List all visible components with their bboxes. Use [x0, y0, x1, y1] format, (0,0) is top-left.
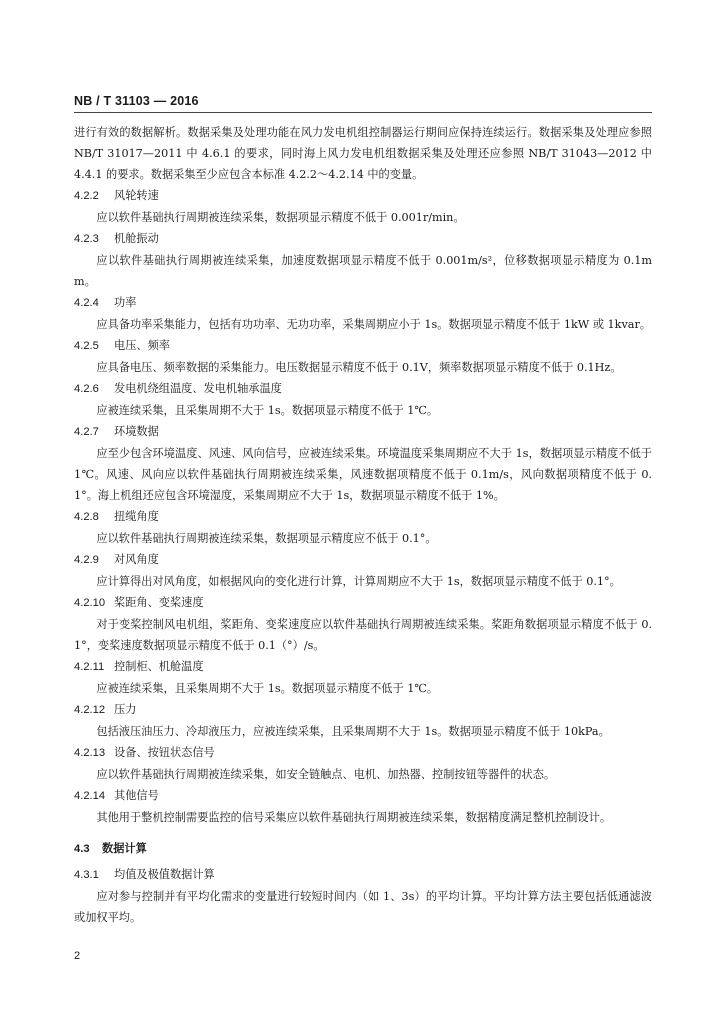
section-title: 桨距角、变桨速度	[114, 596, 204, 609]
section-paragraph: 对于变桨控制风电机组，桨距角、变桨速度应以软件基础执行周期被连续采集。桨距角数据项显示精度不低于 0.1°，变桨速度数据项显示精度不低于 0.1（°）/s。	[74, 618, 652, 652]
section-number: 4.3	[74, 843, 90, 855]
section-heading	[74, 785, 652, 807]
section-title: 功率	[114, 296, 137, 309]
section-title: 设备、按钮状态信号	[114, 746, 215, 759]
section-paragraph: 应以软件基础执行周期被连续采集，数据项显示精度应不低于 0.1°。	[96, 532, 437, 545]
section-number: 4.2.9	[74, 554, 99, 566]
section-number: 4.2.3	[74, 233, 99, 245]
header-rule	[74, 112, 652, 113]
section-paragraph: 应以软件基础执行周期被连续采集，如安全链触点、电机、加热器、控制按钮等器件的状态。	[96, 768, 556, 781]
section-heading	[74, 185, 652, 207]
section-heading	[74, 228, 652, 250]
section-title: 发电机绕组温度、发电机轴承温度	[114, 382, 282, 395]
section-paragraph: 应具备功率采集能力，包括有功功率、无功功率，采集周期应小于 1s。数据项显示精度不低于 1kW 或 1kvar。	[96, 318, 651, 331]
section-heading-4-3-1	[74, 864, 652, 886]
section-number: 4.2.8	[74, 511, 99, 523]
section-heading-4-3	[74, 838, 652, 860]
section-title: 扭缆角度	[114, 510, 159, 523]
section-heading	[74, 292, 652, 314]
section-title: 电压、频率	[114, 339, 170, 352]
section-paragraph: 应具备电压、频率数据的采集能力。电压数据显示精度不低于 0.1V，频率数据项显示精度不低于 0.1Hz。	[96, 361, 622, 374]
section-number: 4.2.11	[74, 661, 105, 673]
section-heading	[74, 421, 652, 443]
section-number: 4.3.1	[74, 869, 99, 881]
section-heading	[74, 742, 652, 764]
section-title: 数据计算	[102, 843, 147, 855]
section-number: 4.2.6	[74, 383, 99, 395]
section-paragraph: 包括液压油压力、冷却液压力，应被连续采集，且采集周期不大于 1s。数据项显示精度不低于 10kPa。	[96, 725, 610, 738]
section-paragraph: 应计算得出对风角度，如根据风向的变化进行计算，计算周期应不大于 1s，数据项显示精度不低于 0.1°。	[96, 575, 621, 588]
section-paragraph: 应被连续采集，且采集周期不大于 1s。数据项显示精度不低于 1℃。	[96, 682, 439, 695]
section-title: 均值及极值数据计算	[114, 868, 215, 881]
standard-code-header: NB / T 31103 — 2016	[74, 94, 199, 108]
section-paragraph: 其他用于整机控制需要监控的信号采集应以软件基础执行周期被连续采集，数据精度满足整机控制设计。	[96, 811, 612, 824]
section-heading	[74, 699, 652, 721]
section-paragraph: 应以软件基础执行周期被连续采集，加速度数据项显示精度不低于 0.001m/s²，位移数据项显示精度为 0.1mm。	[74, 254, 652, 288]
section-number: 4.2.13	[74, 747, 106, 759]
section-paragraph: 应对参与控制并有平均化需求的变量进行较短时间内（如 1、3s）的平均计算。平均计算方法主要包括低通滤波或加权平均。	[74, 890, 652, 924]
section-heading	[74, 549, 652, 571]
section-title: 环境数据	[114, 425, 159, 438]
section-paragraph: 应至少包含环境温度、风速、风向信号，应被连续采集。环境温度采集周期应不大于 1s，数据项显示精度不低于 1℃。风速、风向应以软件基础执行周期被连续采集，风速数据项精度不低于 0.1m/s，风向数据项精度不低于 0.1°。海上机组还应包含环境湿度，采集周期应不大于 1s，数据项显示精度不低于 1%。	[74, 447, 652, 502]
section-title: 机舱振动	[114, 232, 159, 245]
section-heading	[74, 506, 652, 528]
section-number: 4.2.7	[74, 426, 99, 438]
document-body	[74, 122, 652, 928]
section-title: 风轮转速	[114, 189, 159, 202]
section-number: 4.2.14	[74, 790, 106, 802]
page-number: 2	[74, 950, 81, 962]
section-number: 4.2.12	[74, 704, 106, 716]
intro-paragraph: 进行有效的数据解析。数据采集及处理功能在风力发电机组控制器运行期间应保持连续运行。数据采集及处理应参照 NB/T 31017—2011 中 4.6.1 的要求，同时海上风力发电机组数据采集及处理还应参照 NB/T 31043—2012 中 4.4.1 的要求。数据采集至少应包含本标准 4.2.2～4.2.14 中的变量。	[74, 126, 652, 181]
section-heading	[74, 592, 652, 614]
section-number: 4.2.5	[74, 340, 99, 352]
section-number: 4.2.4	[74, 297, 99, 309]
section-paragraph: 应以软件基础执行周期被连续采集，数据项显示精度不低于 0.001r/min。	[96, 211, 465, 224]
section-heading	[74, 378, 652, 400]
section-number: 4.2.2	[74, 190, 99, 202]
section-title: 其他信号	[114, 789, 159, 802]
section-title: 对风角度	[114, 553, 159, 566]
section-heading	[74, 656, 652, 678]
section-title: 压力	[114, 703, 137, 716]
section-paragraph: 应被连续采集，且采集周期不大于 1s。数据项显示精度不低于 1℃。	[96, 404, 439, 417]
section-heading	[74, 335, 652, 357]
section-number: 4.2.10	[74, 597, 106, 609]
section-list	[74, 185, 652, 828]
section-title: 控制柜、机舱温度	[114, 660, 204, 673]
